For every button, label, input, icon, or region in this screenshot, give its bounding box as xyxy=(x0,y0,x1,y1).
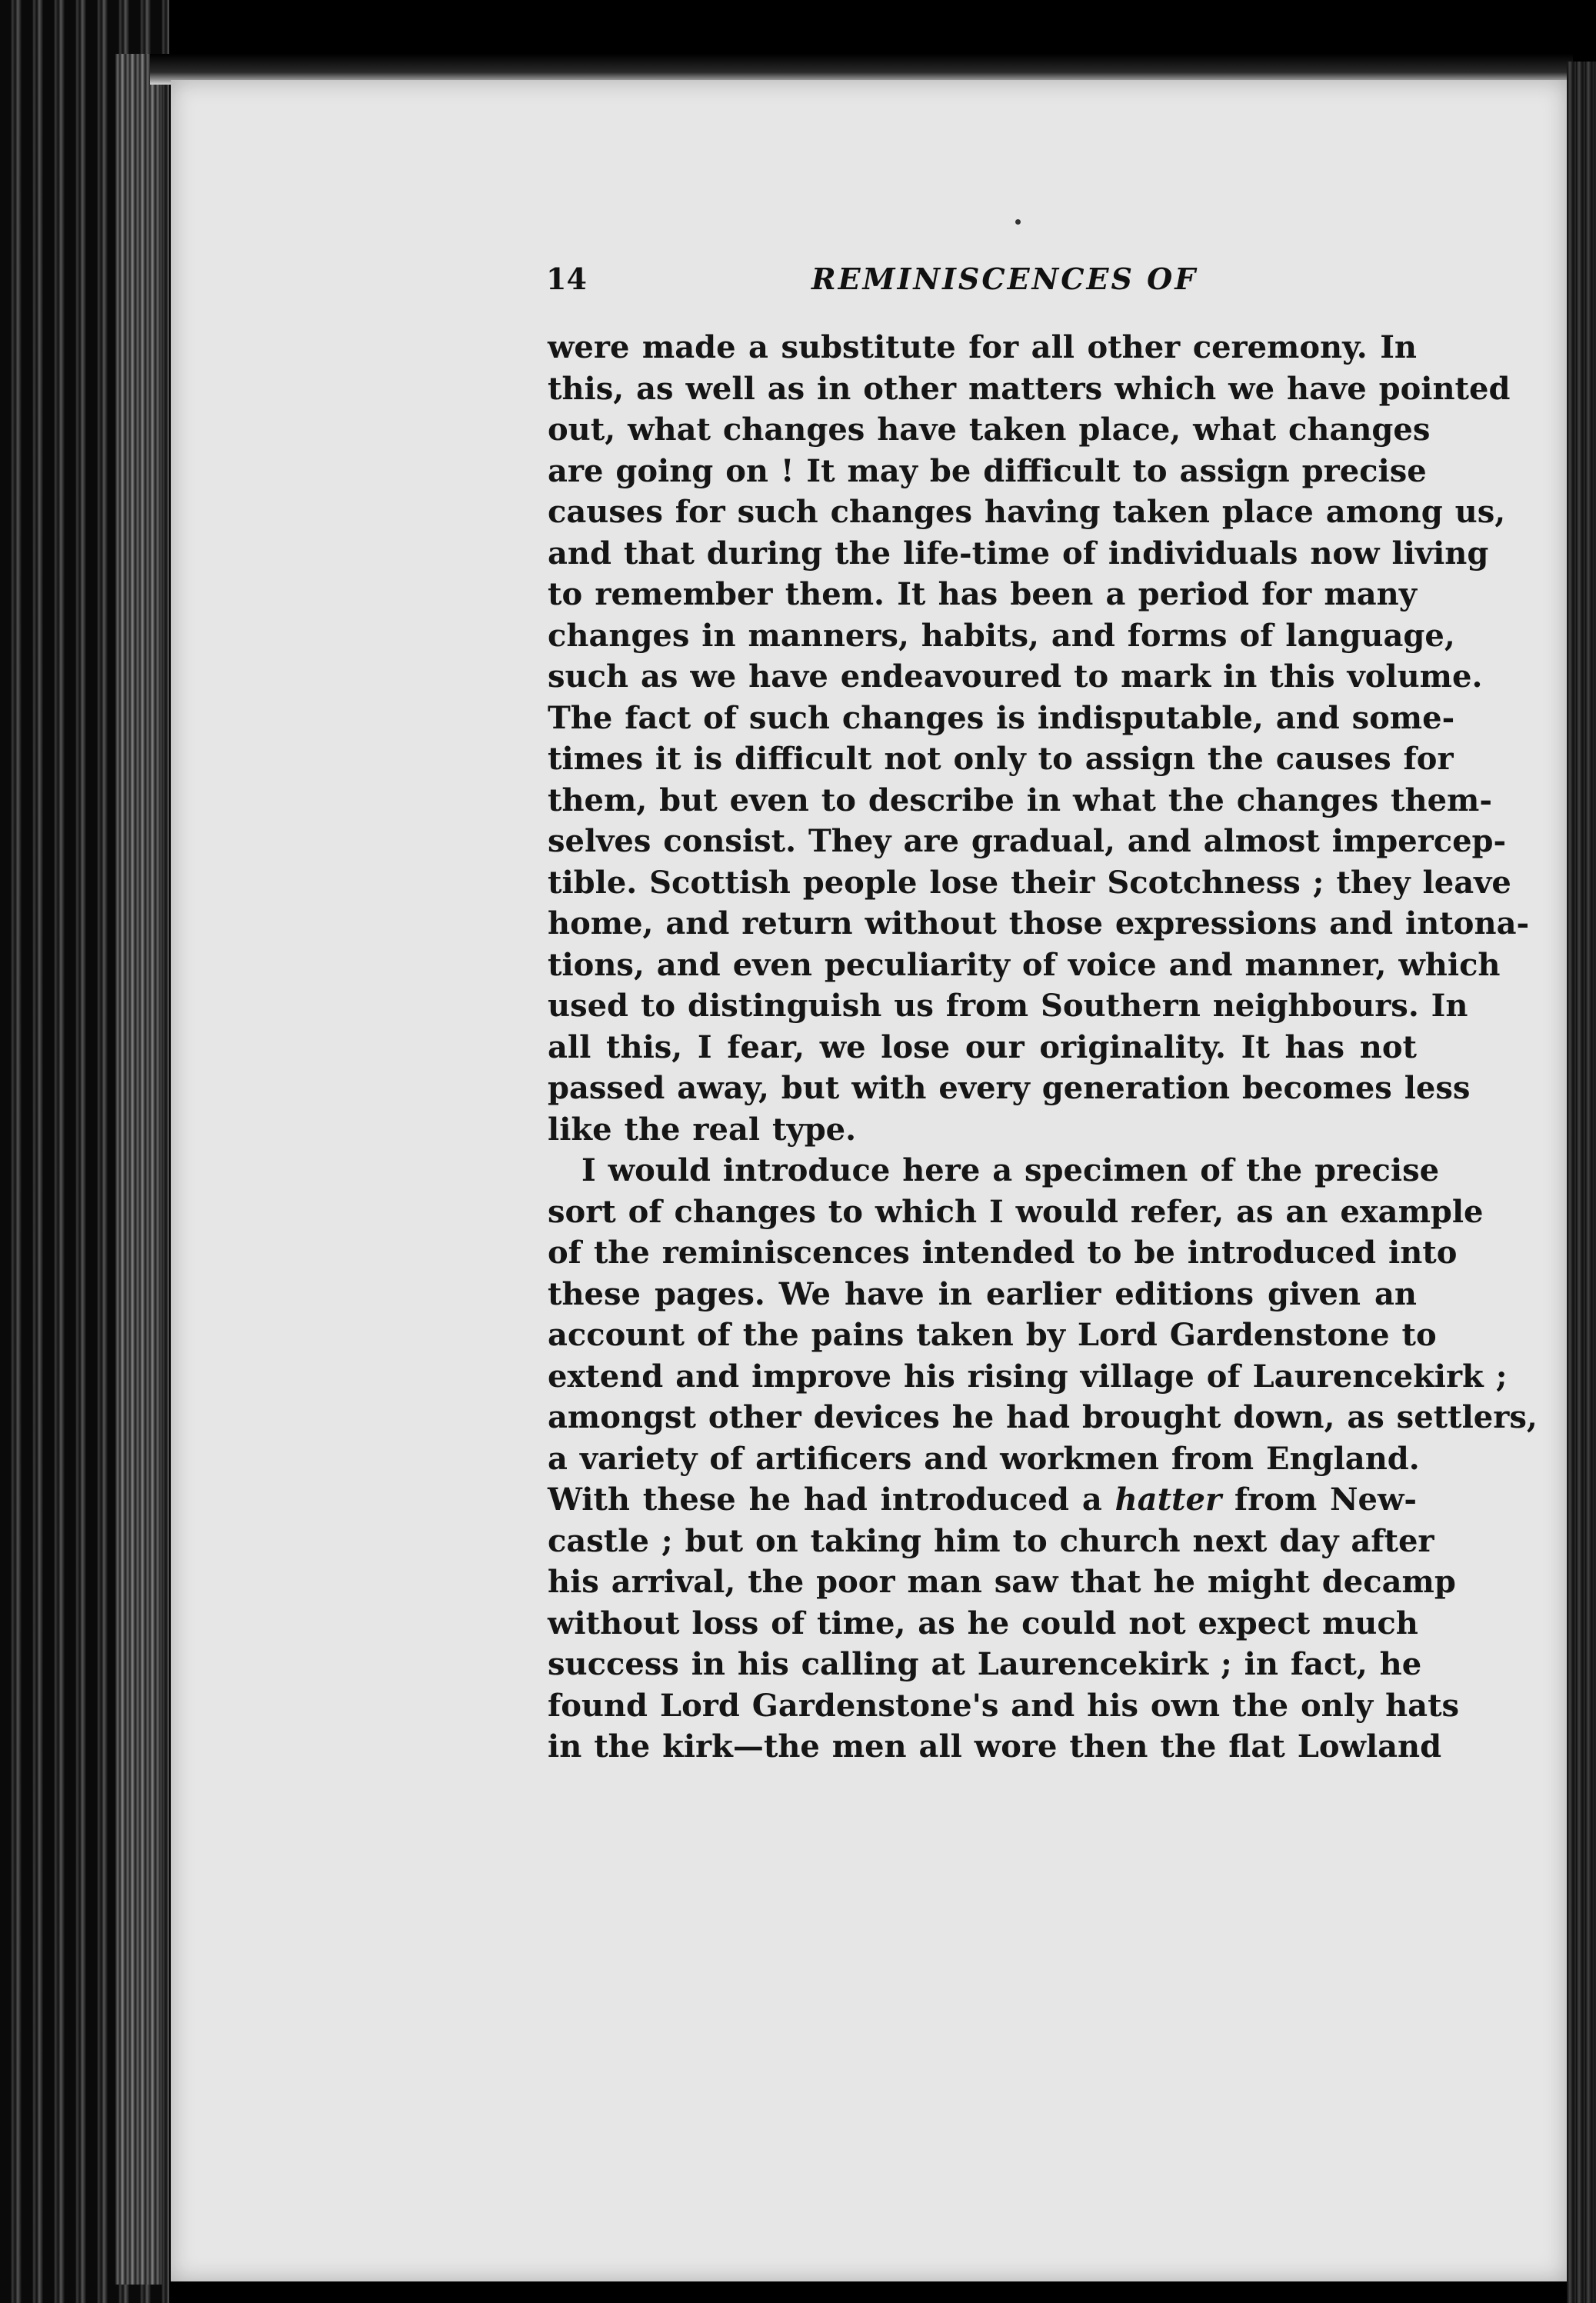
text-line: passed away, but with every generation becomes less xyxy=(548,1070,1471,1106)
text-line: account of the pains taken by Lord Gardenstone to xyxy=(548,1317,1437,1353)
text-line: used to distinguish us from Southern neighbours. In xyxy=(548,988,1468,1024)
text-line: home, and return without those expressions and intona- xyxy=(548,905,1530,942)
text-line: to remember them. It has been a period for many xyxy=(548,576,1417,612)
text-line: this, as well as in other matters which we have pointed xyxy=(548,370,1511,407)
text-line: causes for such changes having taken place among us, xyxy=(548,494,1506,530)
text-line: amongst other devices he had brought down, as settlers, xyxy=(548,1399,1538,1435)
text-line: such as we have endeavoured to mark in this volume. xyxy=(548,658,1483,695)
text-line: sort of changes to which I would refer, as an example xyxy=(548,1193,1484,1230)
text-line: success in his calling at Laurencekirk ; in fact, he xyxy=(548,1646,1422,1682)
text-line: his arrival, the poor man saw that he might decamp xyxy=(548,1564,1456,1600)
body-text xyxy=(548,327,1538,1768)
text-line: them, but even to describe in what the changes them- xyxy=(548,782,1492,818)
text-line: without loss of time, as he could not expect much xyxy=(548,1605,1418,1641)
text-line: I would introduce here a specimen of the precise xyxy=(581,1152,1440,1188)
text-line: all this, I fear, we lose our originality. It has not xyxy=(548,1028,1417,1065)
text-line: castle ; but on taking him to church next day after xyxy=(548,1522,1434,1559)
text-line: selves consist. They are gradual, and almost impercep- xyxy=(548,823,1507,859)
page-right-edge xyxy=(1567,62,1596,2303)
page-header xyxy=(546,262,1200,308)
text-line: in the kirk—the men all wore then the flat Lowland xyxy=(548,1728,1442,1765)
text-line: tions, and even peculiarity of voice and manner, which xyxy=(548,946,1501,983)
running-head: REMINISCENCES OF xyxy=(811,262,1198,296)
text-line: times it is difficult not only to assign the causes for xyxy=(548,741,1454,777)
text-line: tible. Scottish people lose their Scotchness ; they leave xyxy=(548,864,1511,901)
text-line: were made a substitute for all other ceremony. In xyxy=(548,329,1417,365)
text-line: a variety of artificers and workmen from England. xyxy=(548,1440,1420,1477)
text-line: found Lord Gardenstone's and his own the only hats xyxy=(548,1687,1460,1724)
text-line: The fact of such changes is indisputable, and some- xyxy=(548,699,1455,736)
page-number: 14 xyxy=(546,262,587,296)
text-line: like the real type. xyxy=(548,1111,857,1148)
text-line: With these he had introduced a hatter from New- xyxy=(548,1481,1417,1518)
text-line: and that during the life-time of individuals now living xyxy=(548,535,1489,572)
text-line: of the reminiscences intended to be introduced into xyxy=(548,1235,1458,1271)
text-line: changes in manners, habits, and forms of language, xyxy=(548,617,1455,654)
text-line: are going on ! It may be difficult to assign precise xyxy=(548,452,1427,489)
text-line: these pages. We have in earlier editions given an xyxy=(548,1275,1417,1312)
text-line: out, what changes have taken place, what changes xyxy=(548,412,1431,448)
text-line: extend and improve his rising village of Laurencekirk ; xyxy=(548,1358,1508,1395)
ink-speck xyxy=(1015,219,1021,225)
page-edges xyxy=(115,54,162,2285)
